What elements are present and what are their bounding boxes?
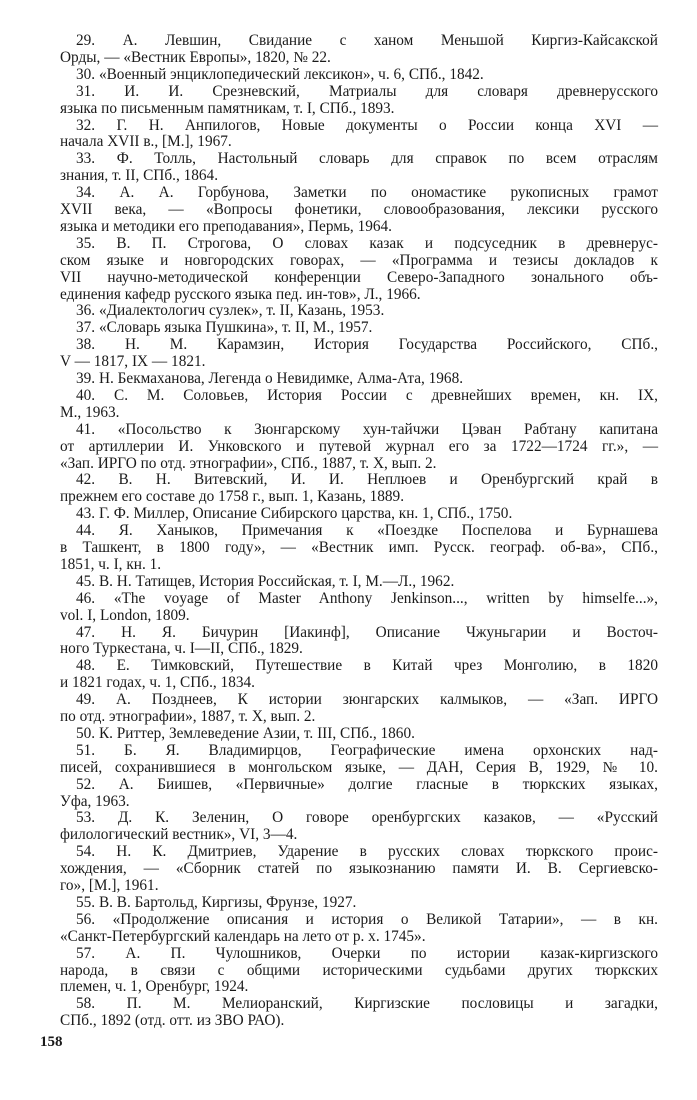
text-line: XVII века, — «Вопросы фонетики, словообразования, лексики русского	[60, 201, 658, 218]
text-line: 58. П. М. Мелиоранский, Киргизские пословицы и загадки,	[76, 995, 658, 1013]
text-line: «Санкт-Петербургский календарь на лето от р. х. 1745».	[60, 927, 426, 945]
text-line: языка и методики его преподавания», Пермь, 1964.	[60, 217, 392, 235]
text-line: 55. В. В. Бартольд, Киргизы, Фрунзе, 1927.	[76, 893, 357, 911]
text-line: 33. Ф. Толль, Настольный словарь для справок по всем отраслям	[76, 150, 658, 168]
text-line: единения кафедр русского языка пед. ин-тов», Л., 1966.	[60, 285, 421, 303]
text-line: 53. Д. К. Зеленин, О говоре оренбургских казаков, — «Русский	[76, 809, 658, 827]
text-line: 1851, ч. I, кн. 1.	[60, 555, 162, 573]
text-line: 47. Н. Я. Бичурин [Иакинф], Описание Чжуньгарии и Восточ-	[76, 623, 658, 641]
text-line: Орды, — «Вестник Европы», 1820, № 22.	[60, 48, 331, 66]
text-line: начала XVII в., [М.], 1967.	[60, 133, 232, 151]
text-line: языка по письменным памятникам, т. I, СПб., 1893.	[60, 99, 395, 117]
text-line: 51. Б. Я. Владимирцов, Географические имена орхонских над-	[76, 741, 658, 759]
text-line: 49. А. Позднеев, К истории зюнгарских калмыков, — «Зап. ИРГО	[76, 691, 658, 709]
text-line: 35. В. П. Строгова, О словах казак и подсуседник в древнерус-	[76, 234, 658, 252]
text-line: 39. Н. Бекмаханова, Легенда о Невидимке, Алма-Ата, 1968.	[76, 370, 464, 387]
text-line: 41. «Посольство к Зюнгарскому хун-тайчжи Цэван Рабтану капитана	[76, 420, 658, 438]
text-line: СПб., 1892 (отд. отт. из ЗВО РАО).	[60, 1012, 285, 1030]
text-line: ного Туркестана, ч. I—II, СПб., 1829.	[60, 640, 303, 658]
text-line: «Зап. ИРГО по отд. этнографии», СПб., 1887, т. X, вып. 2.	[60, 454, 437, 472]
text-line: 56. «Продолжение описания и история о Великой Татарии», — в кн.	[76, 910, 658, 928]
text-line: Уфа, 1963.	[60, 792, 130, 810]
text-line: знания, т. II, СПб., 1864.	[60, 167, 219, 185]
text-line: 34. А. А. Горбунова, Заметки по ономастике рукописных грамот	[76, 184, 658, 202]
text-line: 38. Н. М. Карамзин, История Государства Российского, СПб.,	[76, 336, 658, 354]
text-line: хождения, — «Сборник статей по языкознанию памяти И. В. Сергиевско-	[60, 860, 658, 878]
text-line: от артиллерии И. Унковского и путевой журнал его за 1722—1724 гг.», —	[60, 437, 658, 455]
text-line: 46. «The voyage of Master Anthony Jenkinson..., written by himselfe...»,	[76, 589, 658, 607]
page-number: 158	[40, 1034, 63, 1050]
text-line: писей, сохранившиеся в монгольском языке, — ДАН, Серия В, 1929, № 10.	[60, 758, 658, 776]
text-line: го», [М.], 1961.	[60, 877, 159, 894]
text-line: 57. А. П. Чулошников, Очерки по истории казак-киргизского	[76, 944, 658, 962]
text-line: по отд. этнографии», 1887, т. X, вып. 2.	[60, 708, 316, 725]
text-line: прежнем его составе до 1758 г., вып. 1, Казань, 1889.	[60, 488, 405, 506]
text-line: 54. Н. К. Дмитриев, Ударение в русских словах тюркского проис-	[76, 843, 658, 861]
text-line: М., 1963.	[60, 403, 120, 421]
text-line: 45. В. Н. Татищев, История Российская, т. I, М.—Л., 1962.	[76, 572, 455, 590]
text-line: 37. «Словарь языка Пушкина», т. II, М., 1957.	[76, 319, 373, 337]
text-line: и 1821 годах, ч. 1, СПб., 1834.	[60, 674, 255, 692]
text-line: 44. Я. Ханыков, Примечания к «Поездке Поспелова и Бурнашева	[76, 522, 658, 540]
text-line: V — 1817, IX — 1821.	[60, 353, 206, 371]
text-line: племен, ч. 1, Оренбург, 1924.	[60, 978, 249, 996]
text-line: 36. «Диалектологич сузлек», т. II, Казань, 1953.	[76, 302, 385, 320]
text-line: филологический вестник», VI, 3—4.	[60, 826, 298, 844]
text-line: 52. А. Биишев, «Первичные» долгие гласные в тюркских языках,	[76, 775, 658, 793]
text-line: 43. Г. Ф. Миллер, Описание Сибирского царства, кн. 1, СПб., 1750.	[76, 505, 513, 523]
text-line: в Ташкент, в 1800 году», — «Вестник имп. Русск. географ. об-ва», СПб.,	[60, 539, 658, 556]
text-line: ском языке и новгородских говорах, — «Программа и тезисы докладов к	[60, 251, 658, 269]
text-line: народа, в связи с общими историческими судьбами других тюркских	[60, 961, 658, 979]
text-line: 29. А. Левшин, Свидание с ханом Меньшой Киргиз-Кайсакской	[76, 32, 658, 49]
text-line: 31. И. И. Срезневский, Матриалы для словаря древнерусского	[76, 82, 658, 100]
text-line: vol. I, London, 1809.	[60, 606, 190, 624]
text-line: 40. С. М. Соловьев, История России с древнейших времен, кн. IX,	[76, 386, 658, 404]
text-line: VII научно-методической конференции Северо-Западного зонального объ-	[60, 268, 658, 286]
text-line: 32. Г. Н. Анпилогов, Новые документы о России конца XVI —	[76, 116, 658, 134]
text-line: 48. Е. Тимковский, Путешествие в Китай чрез Монголию, в 1820	[76, 657, 658, 675]
text-line: 42. В. Н. Витевский, И. И. Неплюев и Оренбургский край в	[76, 471, 658, 489]
text-line: 30. «Военный энциклопедический лексикон», ч. 6, СПб., 1842.	[76, 65, 484, 83]
text-line: 50. К. Риттер, Землеведение Азии, т. III, СПб., 1860.	[76, 724, 415, 742]
